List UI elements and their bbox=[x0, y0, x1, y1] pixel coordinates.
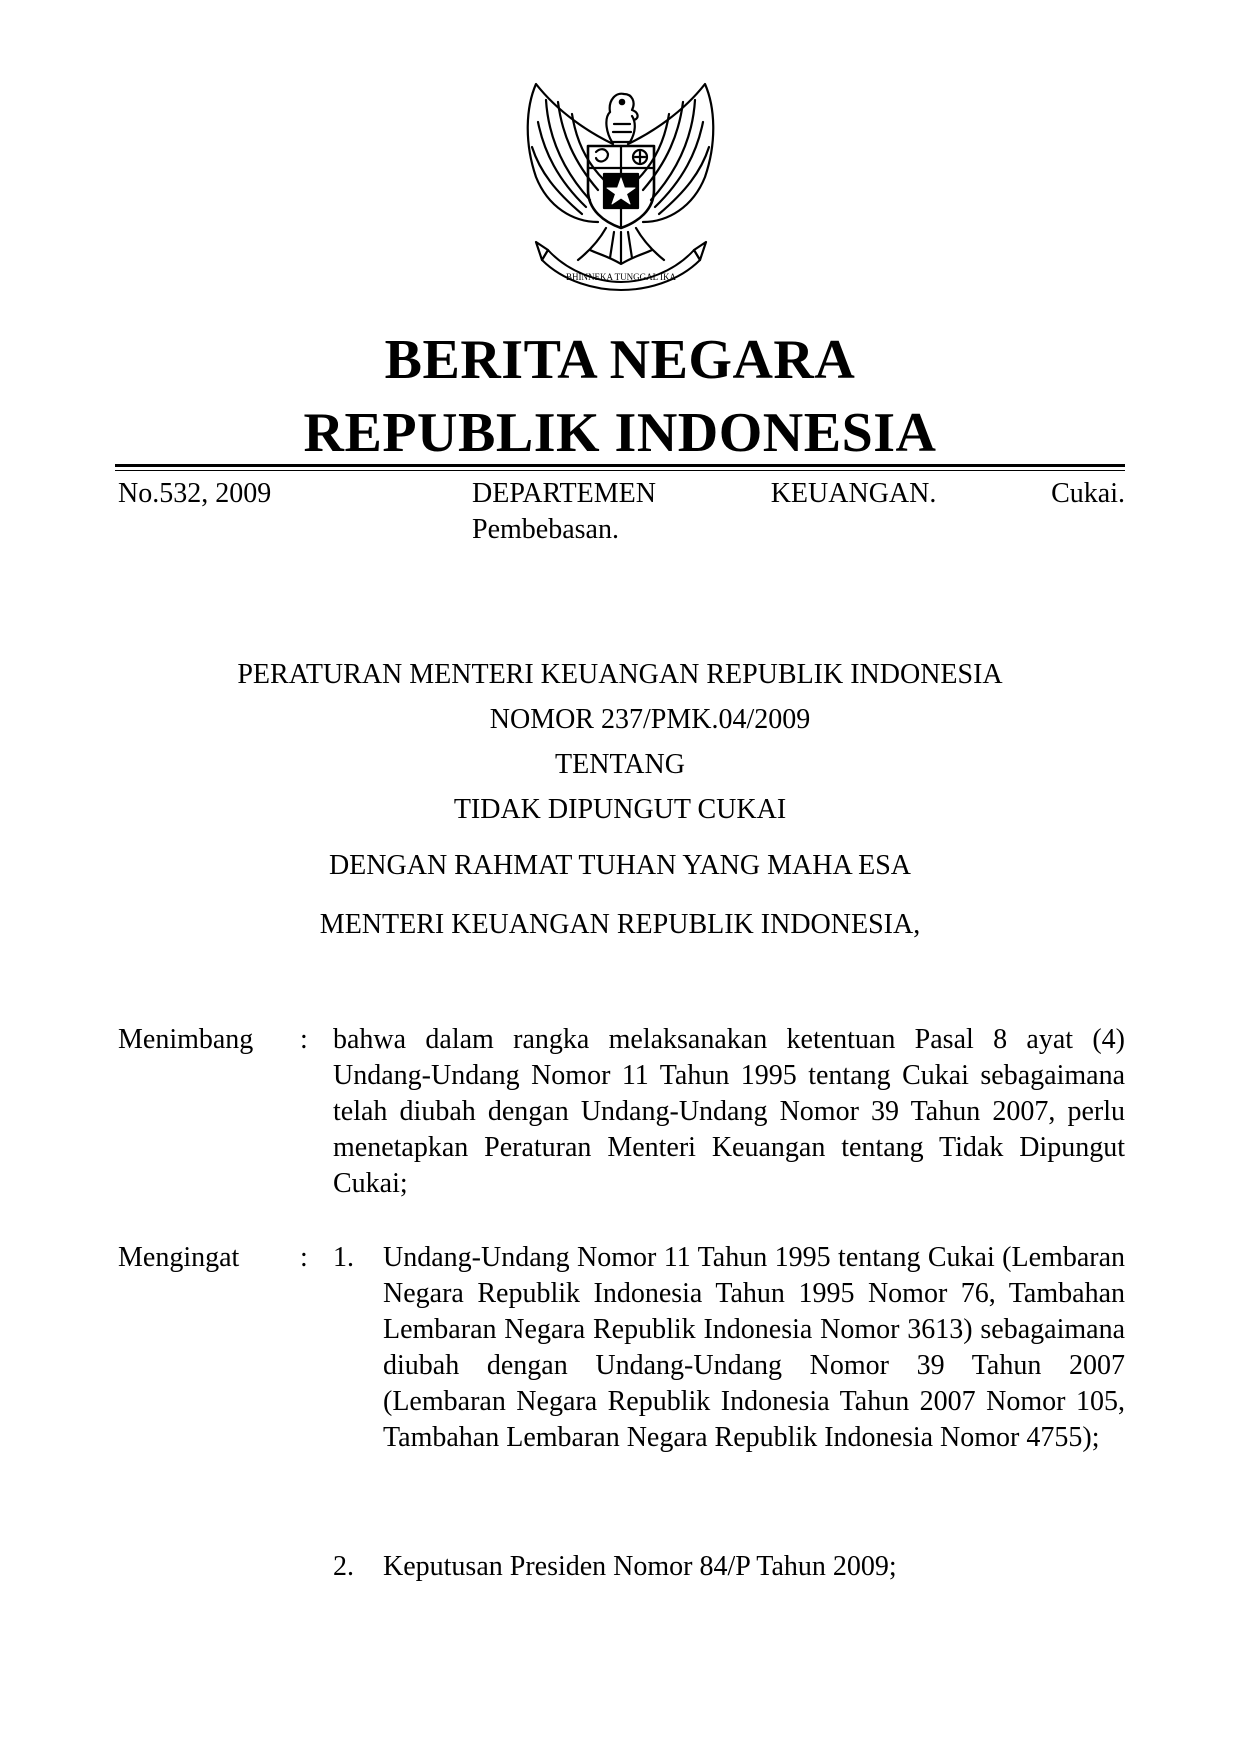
masthead-rule-thin bbox=[115, 470, 1125, 471]
issue-number: No.532, 2009 bbox=[118, 478, 272, 509]
mengingat-item-1-text: Undang-Undang Nomor 11 Tahun 1995 tentang Cukai (Lembaran Negara Republik Indonesia Tahun 1995 Nomor 76, Tambahan Lembaran Negara Republik Indonesia Nomor 3613) sebagaimana diubah dengan Undang-Undang Nomor 39 Tahun 2007 (Lembaran Negara Republik Indonesia Tahun 2007 Nomor 105, Tambahan Lembaran Negara Republik Indonesia Nomor 4755); bbox=[383, 1242, 1125, 1453]
mengingat-colon: : bbox=[300, 1242, 308, 1273]
issue-description-line2: Pembebasan. bbox=[472, 514, 619, 545]
minister-line: MENTERI KEUANGAN REPUBLIK INDONESIA, bbox=[319, 909, 921, 940]
regulation-number: NOMOR 237/PMK.04/2009 bbox=[489, 704, 811, 735]
issue-word-finance: KEUANGAN. bbox=[770, 478, 937, 509]
regulation-about-label: TENTANG bbox=[555, 749, 685, 780]
regulation-title: PERATURAN MENTERI KEUANGAN REPUBLIK INDONESIA bbox=[237, 659, 1003, 690]
issue-word-department: DEPARTEMEN bbox=[472, 478, 656, 509]
garuda-emblem-icon bbox=[518, 82, 723, 292]
issue-description-line1 bbox=[472, 476, 1125, 512]
mengingat-item-1-number: 1. bbox=[333, 1242, 354, 1273]
issue-description bbox=[472, 476, 1125, 548]
regulation-subject: TIDAK DIPUNGUT CUKAI bbox=[453, 794, 787, 825]
masthead-rule-thick bbox=[115, 464, 1125, 467]
blessing-line: DENGAN RAHMAT TUHAN YANG MAHA ESA bbox=[328, 850, 912, 881]
issue-word-excise: Cukai. bbox=[1051, 478, 1125, 509]
menimbang-colon: : bbox=[300, 1024, 308, 1055]
mengingat-item-2-text: Keputusan Presiden Nomor 84/P Tahun 2009; bbox=[383, 1551, 897, 1582]
masthead-title-line2: REPUBLIK INDONESIA bbox=[303, 402, 937, 464]
masthead-title-line1: BERITA NEGARA bbox=[384, 329, 856, 391]
mengingat-label: Mengingat bbox=[118, 1242, 240, 1273]
menimbang-text: bahwa dalam rangka melaksanakan ketentuan Pasal 8 ayat (4) Undang-Undang Nomor 11 Tahun 1995 tentang Cukai sebagaimana telah diubah dengan Undang-Undang Nomor 39 Tahun 2007, perlu menetapkan Peraturan Menteri Keuangan tentang Tidak Dipungut Cukai; bbox=[333, 1024, 1125, 1199]
svg-text:BHINNEKA TUNGGAL IKA: BHINNEKA TUNGGAL IKA bbox=[566, 272, 676, 282]
mengingat-item-2-number: 2. bbox=[333, 1551, 354, 1582]
menimbang-label: Menimbang bbox=[118, 1024, 254, 1055]
